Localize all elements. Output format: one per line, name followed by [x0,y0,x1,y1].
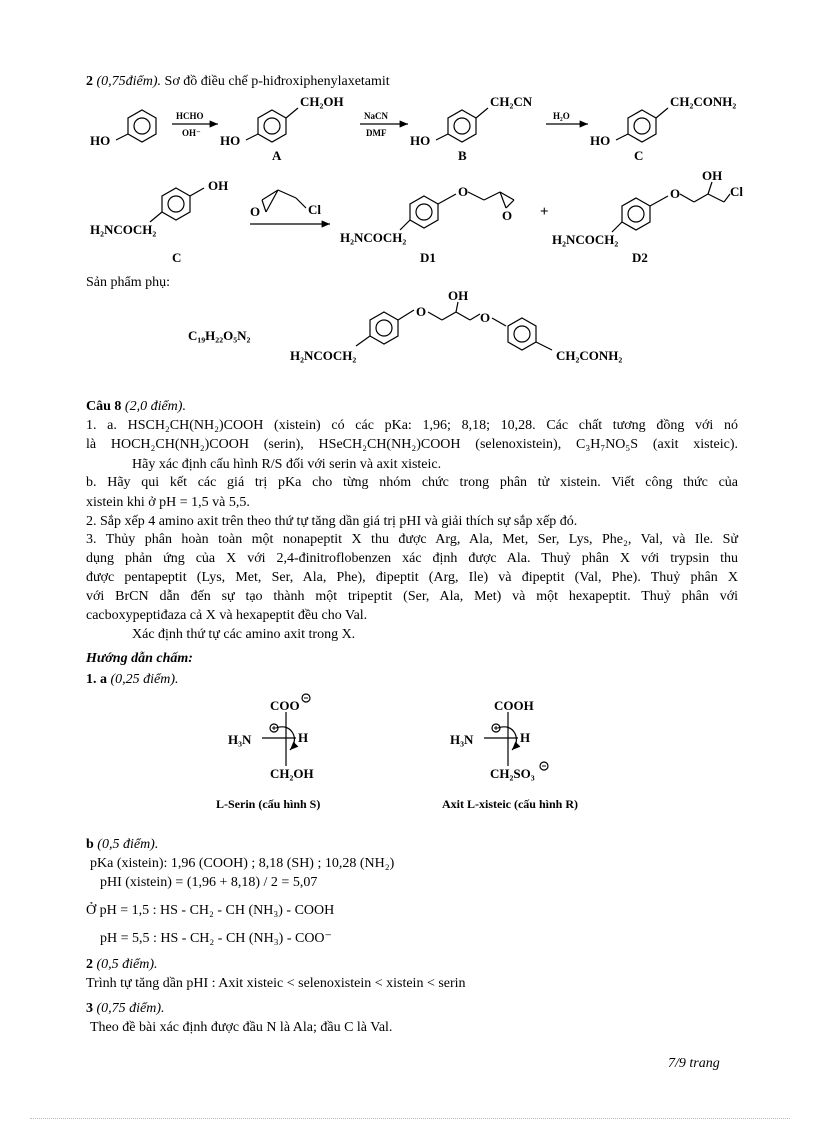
svg-text:O: O [416,304,427,319]
ch2cn-label: CH₂CN [490,94,533,109]
h2ncoch2-label: H₂NCOCH₂ [90,222,157,237]
cau8-line-12: Xác định thứ tự các amino axit trong X. [132,627,356,642]
svg-text:H₂NCOCH₂: H₂NCOCH₂ [340,230,407,245]
byproduct-left-group: H₂NCOCH₂ [290,348,357,363]
xisteic-top: COOH [494,698,534,713]
compound-d1-structure [340,184,514,265]
cau8-title: Câu 8 [86,399,122,414]
xisteic-structure [442,698,578,811]
cau8-line-11: cacboxypeptiđaza cả X và hexapeptit đều cho Val. [86,608,368,623]
cau8-line-6: 2. Sắp xếp 4 amino axit trên theo thứ tự tăng dần giá trị pHI và giải thích sự sắp xếp đó. [86,514,578,529]
ho-label: HO [90,133,111,148]
reagent-h2o: H₂O [553,111,570,121]
svg-text:OH: OH [702,168,723,183]
xisteic-caption: Axit L-xisteic (cấu hình R) [442,797,578,811]
ph55-line: pH = 5,5 : HS - CH₂ - CH (NH₃) - COO⁻ [100,931,332,946]
guide-q1b-heading: b (0,5 điểm). [86,837,159,852]
section-points: (0,75điểm). [96,74,162,89]
section-title: Sơ đồ điều chế p-hiđroxiphenylaxetamit [164,74,390,89]
byproduct-label: Sản phẩm phụ: [86,275,170,290]
byproduct-right-group: CH₂CONH₂ [556,348,623,363]
cau8-heading [86,398,186,415]
serin-left: H₃N [228,732,252,747]
cau8-line-3: Hãy xác định cấu hình R/S đối với serin và axit xisteic. [132,457,442,472]
xisteic-right: H [520,730,531,745]
phenol-structure [90,110,156,148]
ph15-line: Ở pH = 1,5 : HS - CH₂ - CH (NH₃) - COOH [86,903,335,918]
label-d1: D1 [420,250,436,265]
guide-q2-heading: 2 (0,5 điểm). [86,957,158,972]
ch2oh-label: CH₂OH [300,94,344,109]
serin-structure [216,694,320,811]
svg-text:HO: HO [410,133,431,148]
svg-text:OH: OH [448,288,469,303]
reagent-dmf: DMF [366,128,387,138]
svg-text:OH: OH [208,178,229,193]
label-a: A [272,148,282,163]
cau8-line-2: là HOCH₂CH(NH₂)COOH (serin), HSeCH₂CH(NH₂)COOH (selenoxistein), C₃H₇NO₅S (axit xisteic). [86,437,738,452]
byproduct-formula: C₁₉H₂₂O₅N₂ [188,328,251,343]
serin-right: H [298,730,309,745]
serin-caption: L-Serin (cấu hình S) [216,797,321,811]
arrow-h2o [546,111,588,124]
arrow-hcho [172,111,218,138]
serin-bottom: CH₂OH [270,766,314,781]
svg-text:O: O [670,186,681,201]
xisteic-bottom: CH₂SO₃ [490,766,535,781]
svg-text:H₂NCOCH₂: H₂NCOCH₂ [552,232,619,247]
cau8-line-10: với BrCN dẫn đến sự tạo thành một tripeptit (Ser, Ala, Met) và một hexapeptit. Thuỷ phân với [86,589,738,604]
cau8-line-8: dụng phản ứng của X với 2,4-đinitroflobenzen xác định được Ala. Thuỷ phân X với trypsin thu [86,551,738,566]
q3-line: Theo đề bài xác định được đầu N là Ala; đầu C là Val. [90,1020,393,1035]
label-b: B [458,148,467,163]
epichlorohydrin-structure [250,190,321,219]
serin-top: COO [270,698,300,713]
section-number: 2 [86,74,93,89]
order-line: Trình tự tăng dần pHI : Axit xisteic < selenoxistein < xistein < serin [86,976,466,991]
pka-line: pKa (xistein): 1,96 (COOH) ; 8,18 (SH) ; 10,28 (NH₂) [90,856,395,871]
cau8-line-9: được pentapeptit (Lys, Met, Ser, Ala, Phe), đipeptit (Arg, Ile) và đipeptit (Val, Phe). Thuỷ phân X [86,570,738,585]
ch2conh2-label: CH₂CONH₂ [670,94,737,109]
svg-text:Cl: Cl [730,184,743,199]
guide-title: Hướng dẫn chấm: [86,651,193,666]
svg-text:O: O [458,184,469,199]
arrow-nacn [360,111,408,138]
svg-text:HO: HO [590,133,611,148]
byproduct-structure [290,288,622,363]
cau8-line-5: xistein khi ở pH = 1,5 và 5,5. [86,495,250,510]
reagent-oh: OH⁻ [182,128,201,138]
svg-text:O: O [480,310,491,325]
svg-text:HO: HO [220,133,241,148]
cau8-line-1: 1. a. HSCH₂CH(NH₂)COOH (xistein) có các pKa: 1,96; 8,18; 10,28. Các chất tương đồng với nó [86,418,738,433]
guide-q3-heading: 3 (0,75 điểm). [86,1001,165,1016]
reagent-hcho: HCHO [176,111,204,121]
page-bottom-divider [30,1118,790,1119]
compound-d2-structure [552,168,743,265]
compound-a-structure [220,94,344,163]
xisteic-left: H₃N [450,732,474,747]
phi-line: pHI (xistein) = (1,96 + 8,18) / 2 = 5,07 [100,875,318,890]
label-d2: D2 [632,250,648,265]
compound-b-structure [410,94,533,163]
cau8-points: (2,0 điểm). [124,399,186,414]
label-c: C [634,148,644,163]
svg-text:O: O [250,204,261,219]
compound-c-vertical [90,178,228,265]
plus-sign: + [540,204,549,220]
compound-c-structure [590,94,736,163]
reagent-nacn: NaCN [364,111,388,121]
cau8-line-4: b. Hãy qui kết các giá trị pKa cho từng nhóm chức trong phân tử xistein. Viết công thức của [86,475,738,490]
label-c2: C [172,250,182,265]
svg-text:O: O [502,208,513,223]
cau8-line-7: 3. Thủy phân hoàn toàn một nonapeptit X thu được Arg, Ala, Met, Ser, Lys, Phe₂, Val, và Ile. Sử [86,532,738,547]
page-number: 7/9 trang [668,1056,720,1071]
svg-text:Cl: Cl [308,202,321,217]
guide-q1a-heading: 1. a (0,25 điểm). [86,672,179,687]
